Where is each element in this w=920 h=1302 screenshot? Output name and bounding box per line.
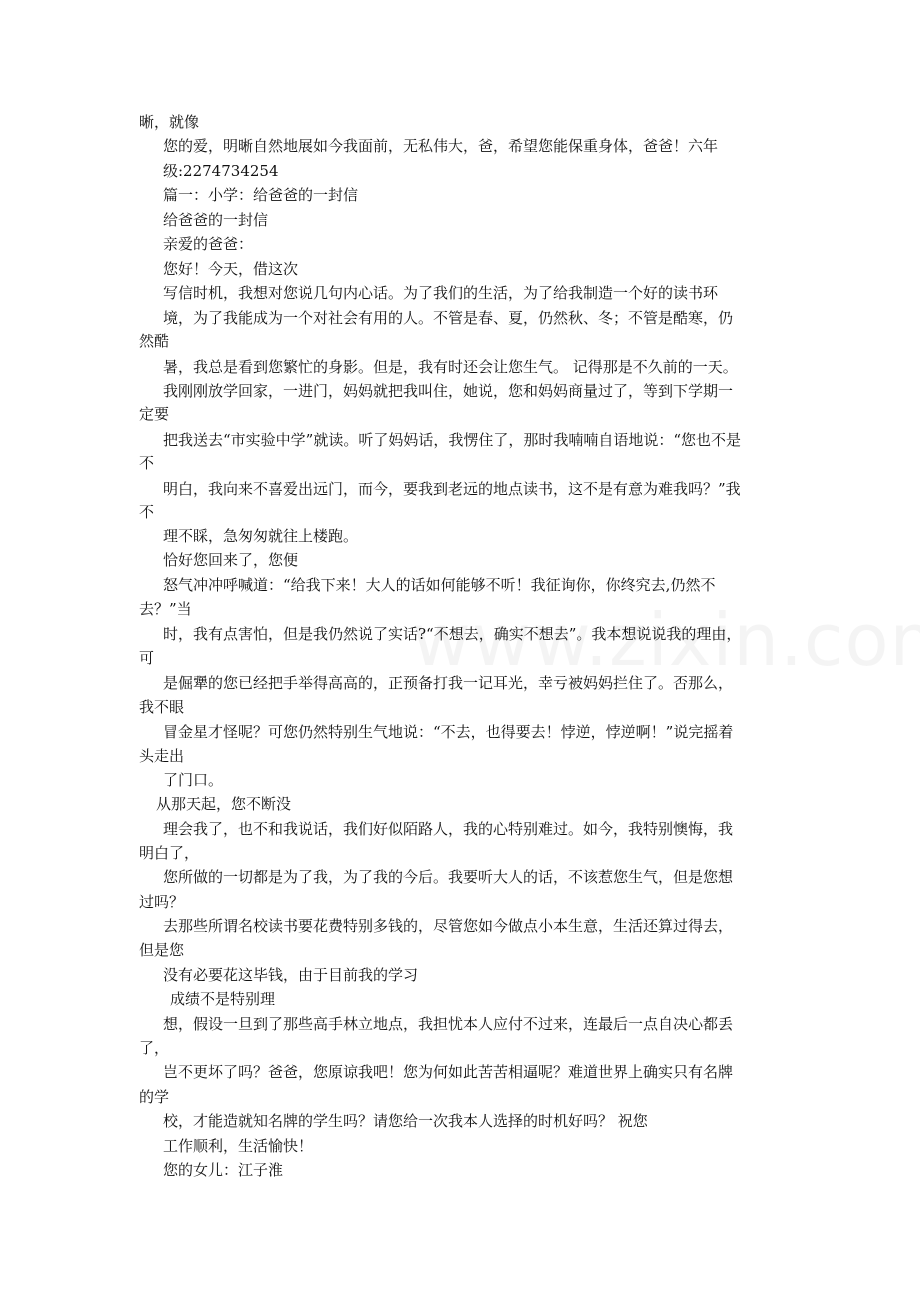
text-line: 我刚刚放学回家，一进门，妈妈就把我叫住，她说，您和妈妈商量过了，等到下学期一 — [163, 382, 734, 400]
text-line: 级:2274734254 — [163, 162, 279, 180]
text-line: 您所做的一切都是为了我，为了我的今后。我要听大人的话，不该惹您生气，但是您想 — [163, 868, 734, 886]
text-line: 了， — [139, 1039, 170, 1057]
text-line: 时，我有点害怕，但是我仍然说了实话?“不想去，确实不想去”。我本想说说我的理由， — [163, 625, 742, 643]
text-line: 怒气冲冲呼喊道：“给我下来！大人的话如何能够不听！我征询你，你终究去,仍然不 — [163, 576, 716, 594]
text-line: 岂不更坏了吗？爸爸，您原谅我吧！您为何如此苦苦相逼呢？难道世界上确实只有名牌 — [163, 1063, 734, 1081]
text-line: 不 — [139, 454, 155, 472]
text-line: 从那天起，您不断没 — [156, 795, 292, 813]
text-line: 头走出 — [139, 747, 185, 765]
text-line: 我不眼 — [139, 698, 185, 716]
text-line: 过吗？ — [139, 893, 185, 911]
text-line: 的学 — [139, 1088, 170, 1106]
text-line: 成绩不是特别理 — [170, 990, 276, 1008]
text-line: 篇一：小学：给爸爸的一封信 — [163, 186, 359, 204]
text-line: 没有必要花这毕钱，由于目前我的学习 — [163, 966, 419, 984]
text-line: 然酷 — [139, 332, 170, 350]
text-line: 冒金星才怪呢？可您仍然特别生气地说：“不去，也得要去！悖逆，悖逆啊！”说完摇着 — [163, 723, 734, 741]
text-line: 明白，我向来不喜爱出远门，而今，要我到老远的地点读书，这不是有意为难我吗？”我 — [163, 480, 741, 498]
text-line: 理不睬，急匆匆就往上楼跑。 — [163, 527, 359, 545]
text-line: 不 — [139, 503, 155, 521]
text-line: 给爸爸的一封信 — [163, 211, 269, 229]
text-line: 工作顺利，生活愉快！ — [163, 1137, 314, 1155]
text-line: 去？”当 — [139, 600, 192, 618]
text-line: 理会我了，也不和我说话，我们好似陌路人，我的心特别难过。如今，我特别懊悔，我 — [163, 820, 734, 838]
text-line: 写信时机，我想对您说几句内心话。为了我们的生活，为了给我制造一个好的读书环 — [163, 284, 719, 302]
text-line: 您好！今天，借这次 — [163, 260, 299, 278]
text-line: 明白了， — [139, 844, 200, 862]
text-line: 晰，就像 — [139, 113, 200, 131]
text-line: 定要 — [139, 405, 170, 423]
text-line: 去那些所谓名校读书要花费特别多钱的，尽管您如今做点小本生意，生活还算过得去， — [163, 917, 734, 935]
text-line: 校，才能造就知名牌的学生吗？请您给一次我本人选择的时机好吗？ 祝您 — [163, 1112, 648, 1130]
text-line: 恰好您回来了，您便 — [163, 551, 299, 569]
text-line: 暑，我总是看到您繁忙的身影。但是，我有时还会让您生气。 记得那是不久前的一天。 — [163, 358, 738, 376]
text-line: 您的爱，明晰自然地展如今我面前，无私伟大，爸，希望您能保重身体，爸爸！六年 — [163, 137, 719, 155]
text-line: 但是您 — [139, 941, 185, 959]
text-line: 是倔犟的您已经把手举得高高的，正预备打我一记耳光，幸亏被妈妈拦住了。否那么， — [163, 674, 734, 692]
text-line: 了门口。 — [163, 771, 224, 789]
text-line: 把我送去“市实验中学”就读。听了妈妈话，我愣住了，那时我喃喃自语地说：“您也不是 — [163, 431, 742, 449]
text-line: 亲爱的爸爸： — [163, 235, 254, 253]
text-line: 想，假设一旦到了那些高手林立地点，我担忧本人应付不过来，连最后一点自决心都丢 — [163, 1015, 734, 1033]
text-line: 您的女儿：江子淮 — [163, 1161, 284, 1179]
text-line: 可 — [139, 649, 155, 667]
text-line: 境，为了我能成为一个对社会有用的人。不管是春、夏，仍然秋、冬；不管是酷寒，仍 — [163, 309, 734, 327]
